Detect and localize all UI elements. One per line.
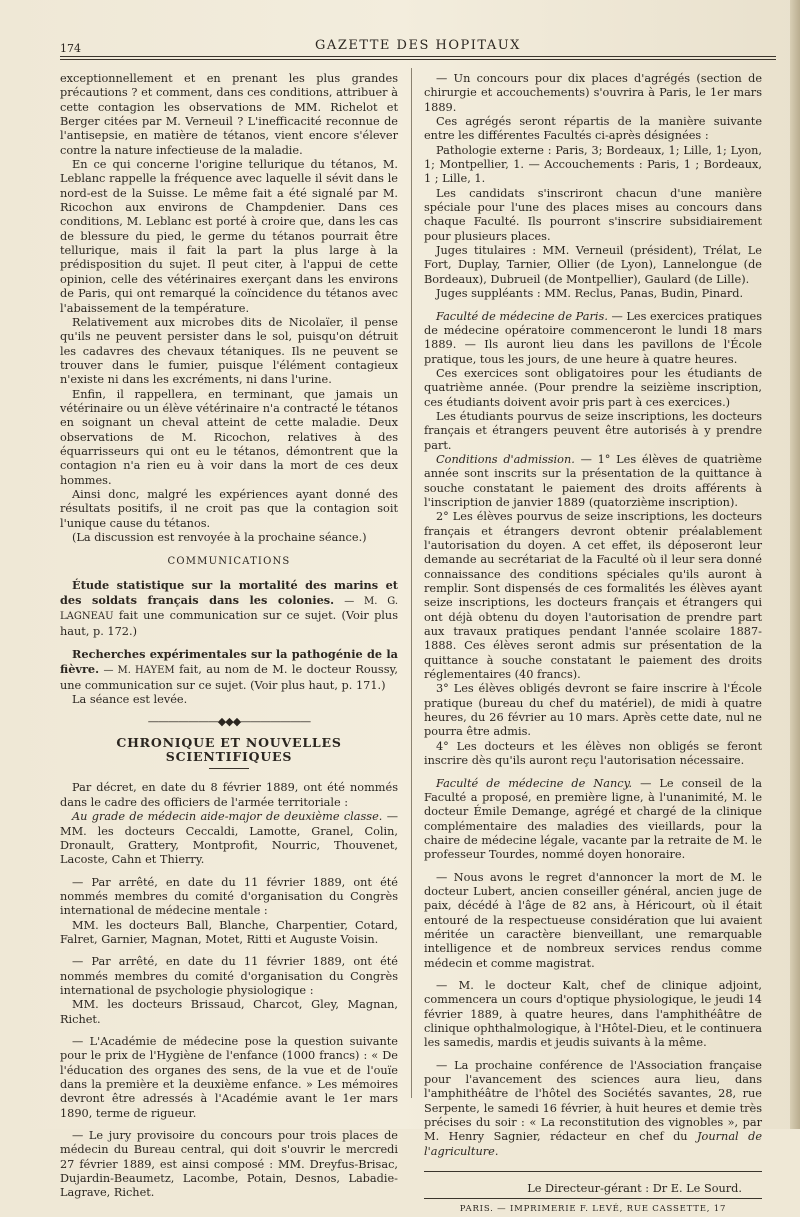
paragraph: [424, 777, 762, 863]
paragraph: Juges titulaires : MM. Verneuil (président), Trélat, Le Fort, Duplay, Tarnier, Ollier (de Lyon), Lannelongue (de Bordeaux), Dubrueil (de Montpellier), Gaulard (de Lille).: [424, 244, 762, 286]
signature: Le Directeur-gérant : Dr E. Le Sourd.: [527, 1182, 742, 1196]
conditions-text: — 1° Les élèves de quatrième année sont inscrits sur la présentation de la quittance à souche constatant le paiement des droits afférents à l'inscription de janvier 1889 (quatorzième inscription).: [424, 452, 762, 509]
grade-text: — MM. les docteurs Ceccaldi, Lamotte, Granel, Colin, Dronault, Grattery, Montprofit, Nourric, Thouvenet, Lacoste, Cahn et Thierry.: [60, 810, 398, 867]
paragraph: Pathologie externe : Paris, 3; Bordeaux, 1; Lille, 1; Lyon, 1; Montpellier, 1. — Accouchements : Paris, 1 ; Bordeaux, 1 ; Lille, 1.: [424, 143, 762, 186]
paragraph: Les candidats s'inscriront chacun d'une manière spéciale pour l'une des places mises au concours dans chaque Faculté. Ils pourront s'inscrire subsidiairement pour plusieurs places.: [424, 186, 762, 243]
paragraph: — Par arrêté, en date du 11 février 1889, ont été nommés membres du comité d'organisation du Congrès international de psychologie physiologique :: [60, 955, 398, 997]
paragraph: Relativement aux microbes dits de Nicolaïer, il pense qu'ils ne peuvent persister dans le sol, puisqu'on détruit les cadavres des chevaux tétaniques. Ils ne peuvent se trouver dans le fumier, puisque l'élément contagieux n'existe ni dans les excréments, ni dans l'urine.: [60, 315, 398, 387]
communications-heading: COMMUNICATIONS: [167, 556, 291, 568]
conference-text: — La prochaine conférence de l'Association française pour l'avancement des sciences aura lieu, dans l'amphithéâtre de l'hôtel des Sociétés savantes, 28, rue Serpente, le samedi 16 février, à huit heures et demie très précises du soir : « La reconstitution des vignobles », par M. Henry Sagnier, rédacteur en chef du: [424, 1058, 762, 1144]
faculty-text: — Les exercices pratiques de médecine opératoire commenceront le lundi 18 mars 1889. — Ils auront lieu dans les pavillons de l'École pratique, tous les jours, de une heure à quatre heures.: [424, 309, 762, 366]
communication-text: fait une communication sur ce sujet. (Voir plus haut, p. 172.): [60, 609, 398, 638]
paragraph: Juges suppléants : MM. Reclus, Panas, Budin, Pinard.: [436, 287, 744, 301]
journal-name: Journal de l'agriculture.: [424, 1130, 763, 1158]
paragraph: 2° Les élèves pourvus de seize inscriptions, les docteurs français et étrangers devront obtenir préalablement l'autorisation du doyen. A cet effet, ils déposeront leur demande au secrétariat de la Faculté où il leur sera donné connaissance des conditions spéciales qu'ils auront à remplir. Sont dispensés de ces formalités les élèves ayant seize inscriptions, les docteurs français et étrangers qui ont déjà obtenu du doyen l'autorisation de prendre part aux travaux pratiques pendant l'année scolaire 1887-1888. Ces élèves seront admis sur présentation de la quittance à souche constatant le paiement des droits réglementaires (40 francs).: [424, 510, 762, 682]
column-divider: [411, 68, 412, 1098]
paragraph: Par décret, en date du 8 février 1889, ont été nommés dans le cadre des officiers de l'armée territoriale :: [60, 781, 398, 809]
paragraph: En ce qui concerne l'origine tellurique du tétanos, M. Leblanc rappelle la fréquence avec laquelle il sévit dans le nord-est de la Suisse. Le même fait a été signalé par M. Ricochon aux environs de Champdenier. Dans ces conditions, M. Leblanc est porté à croire que, dans les cas de blessure du pied, le germe du tétanos pourrait être tellurique, mais il fait la part la plus large à la prédisposition du sujet. Il peut citer, à l'appui de cette opinion, celle des vétérinaires exerçant dans les environs de Paris, qui ont remarqué la coïncidence du tétanos avec l'abaissement de la température.: [60, 158, 398, 315]
paragraph: La séance est levée.: [72, 693, 188, 707]
paragraph: Enfin, il rappellera, en terminant, que jamais un vétérinaire ou un élève vétérinaire n'a contracté le tétanos en soignant un cheval atteint de cette maladie. Deux observations de M. Ricochon, relatives à des équarrisseurs qui ont eu le tétanos, démontrent que la contagion n'a rien eu à voir dans la mort de ces deux hommes.: [60, 387, 398, 487]
page-edge: [790, 0, 800, 1129]
chronique-heading: CHRONIQUE ET NOUVELLES SCIENTIFIQUES: [116, 734, 342, 765]
paragraph: — Un concours pour dix places d'agrégés (section de chirurgie et accouchements) s'ouvrira à Paris, le 1er mars 1889.: [424, 72, 762, 114]
printer-line: PARIS. — IMPRIMERIE F. LEVÉ, RUE CASSETTE, 17: [424, 1198, 762, 1216]
paragraph: Ainsi donc, malgré les expériences ayant donné des résultats positifs, il ne croit pas que la contagion soit l'unique cause du tétanos.: [60, 487, 398, 530]
paragraph: MM. les docteurs Ball, Blanche, Charpentier, Cotard, Falret, Garnier, Magnan, Motet, Ritti et Auguste Voisin.: [60, 918, 398, 946]
grade-label: Au grade de médecin aide-major de deuxième classe.: [72, 810, 383, 824]
paragraph: [60, 810, 398, 867]
paragraph: (La discussion est renvoyée à la prochaine séance.): [72, 531, 367, 544]
journal-title: GAZETTE DES HOPITAUX: [315, 38, 521, 53]
faculty-label: Faculté de médecine de Paris.: [436, 309, 608, 323]
paragraph: — Nous avons le regret d'annoncer la mort de M. le docteur Lubert, ancien conseiller général, ancien juge de paix, décédé à l'âge de 82 ans, à Héricourt, où il était entouré de la respectueuse considération que lui avaient méritée un caractère bienveillant, une remarquable intelligence et de nombreux services rendus comme médecin et comme magistrat.: [424, 870, 762, 970]
ornament-divider: ———————◆◆◆———————: [147, 715, 311, 729]
communication-text: fait, au nom de M. le docteur Roussy, une communication sur ce sujet. (Voir plus haut, p. 171.): [60, 663, 399, 692]
paragraph: — M. le docteur Kalt, chef de clinique adjoint, commencera un cours d'optique physiologique, le jeudi 14 février 1889, à quatre heures, dans l'amphithéâtre de clinique ophthalmologique, à l'Hôtel-Dieu, et le continuera les samedis, mardis et jeudis suivants à la même.: [424, 978, 762, 1050]
paragraph: MM. les docteurs Brissaud, Charcot, Gley, Magnan, Richet.: [60, 998, 398, 1026]
paragraph: Les étudiants pourvus de seize inscriptions, les docteurs français et étrangers peuvent être autorisés à y prendre part.: [424, 409, 762, 452]
communication-title: Recherches expérimentales sur la pathogénie de la fièvre.: [60, 647, 398, 677]
paragraph: — L'Académie de médecine pose la question suivante pour le prix de l'Hygiène de l'enfance (1000 francs) : « De l'éducation des organes des sens, de la vue et de l'ouïe dans la première et la deuxième enfance. » Les mémoires devront être adressés à l'Académie avant le 1er mars 1890, terme de rigueur.: [60, 1034, 398, 1120]
paragraph: [424, 453, 762, 510]
left-column: [60, 72, 398, 1201]
communication-item: [60, 647, 398, 693]
header-rule: [60, 56, 776, 57]
paragraph: Ces agrégés seront répartis de la manière suivante entre les différentes Facultés ci-après désignées :: [424, 115, 762, 143]
paragraph: — Par arrêté, en date du 11 février 1889, ont été nommés membres du comité d'organisation du Congrès international de médecine mentale :: [60, 875, 398, 918]
faculty-label: Faculté de médecine de Nancy.: [436, 776, 633, 790]
paragraph: [424, 310, 762, 367]
communication-title: Étude statistique sur la mortalité des marins et des soldats français dans les colonies.: [60, 577, 398, 608]
paragraph: [424, 1059, 762, 1159]
footer-rule: [424, 1171, 762, 1172]
faculty-text: — Le conseil de la Faculté a proposé, en première ligne, à l'unanimité, M. le docteur Émile Demange, agrégé et chargé de la clinique complémentaire des maladies des vieillards, pour la chaire de médecine légale, vacante par la retraite de M. le professeur Tourdes, nommé doyen honoraire.: [424, 776, 762, 862]
page-number: 174: [60, 42, 81, 55]
conditions-label: Conditions d'admission.: [436, 452, 575, 466]
communication-item: [60, 578, 398, 639]
page-header: [60, 36, 776, 56]
right-column: [424, 72, 762, 1217]
paragraph: Ces exercices sont obligatoires pour les étudiants de quatrième année. (Pour prendre la seizième inscription, ces étudiants doivent avoir pris part à ces exercices.): [424, 366, 762, 409]
header-rule-double: [60, 59, 776, 60]
paragraph: exceptionnellement et en prenant les plus grandes précautions ? et comment, dans ces conditions, attribuer à cette contagion les observations de MM. Richelot et Berger citées par M. Verneuil ? L'inefficacité reconnue de l'antisepsie, en matière de tétanos, vient encore s'élever contre la nature infectieuse de la maladie.: [60, 72, 398, 157]
communication-author: — M. G. LAGNEAU: [60, 596, 398, 623]
paragraph: — Le jury provisoire du concours pour trois places de médecin du Bureau central, qui doit s'ouvrir le mercredi 27 février 1889, est ainsi composé : MM. Dreyfus-Brisac, Dujardin-Beaumetz, Lacombe, Potain, Desnos, Labadie-Lagrave, Richet.: [60, 1129, 398, 1200]
paragraph: 3° Les élèves obligés devront se faire inscrire à l'École pratique (bureau du chef du matériel), de midi à quatre heures, du 26 février au 10 mars. Après cette date, nul ne pourra être admis.: [424, 682, 762, 739]
communication-author: — M. HAYEM: [103, 665, 175, 677]
short-rule: [209, 768, 249, 769]
paragraph: 4° Les docteurs et les élèves non obligés se feront inscrire dès qu'ils auront reçu l'autorisation nécessaire.: [424, 739, 762, 768]
